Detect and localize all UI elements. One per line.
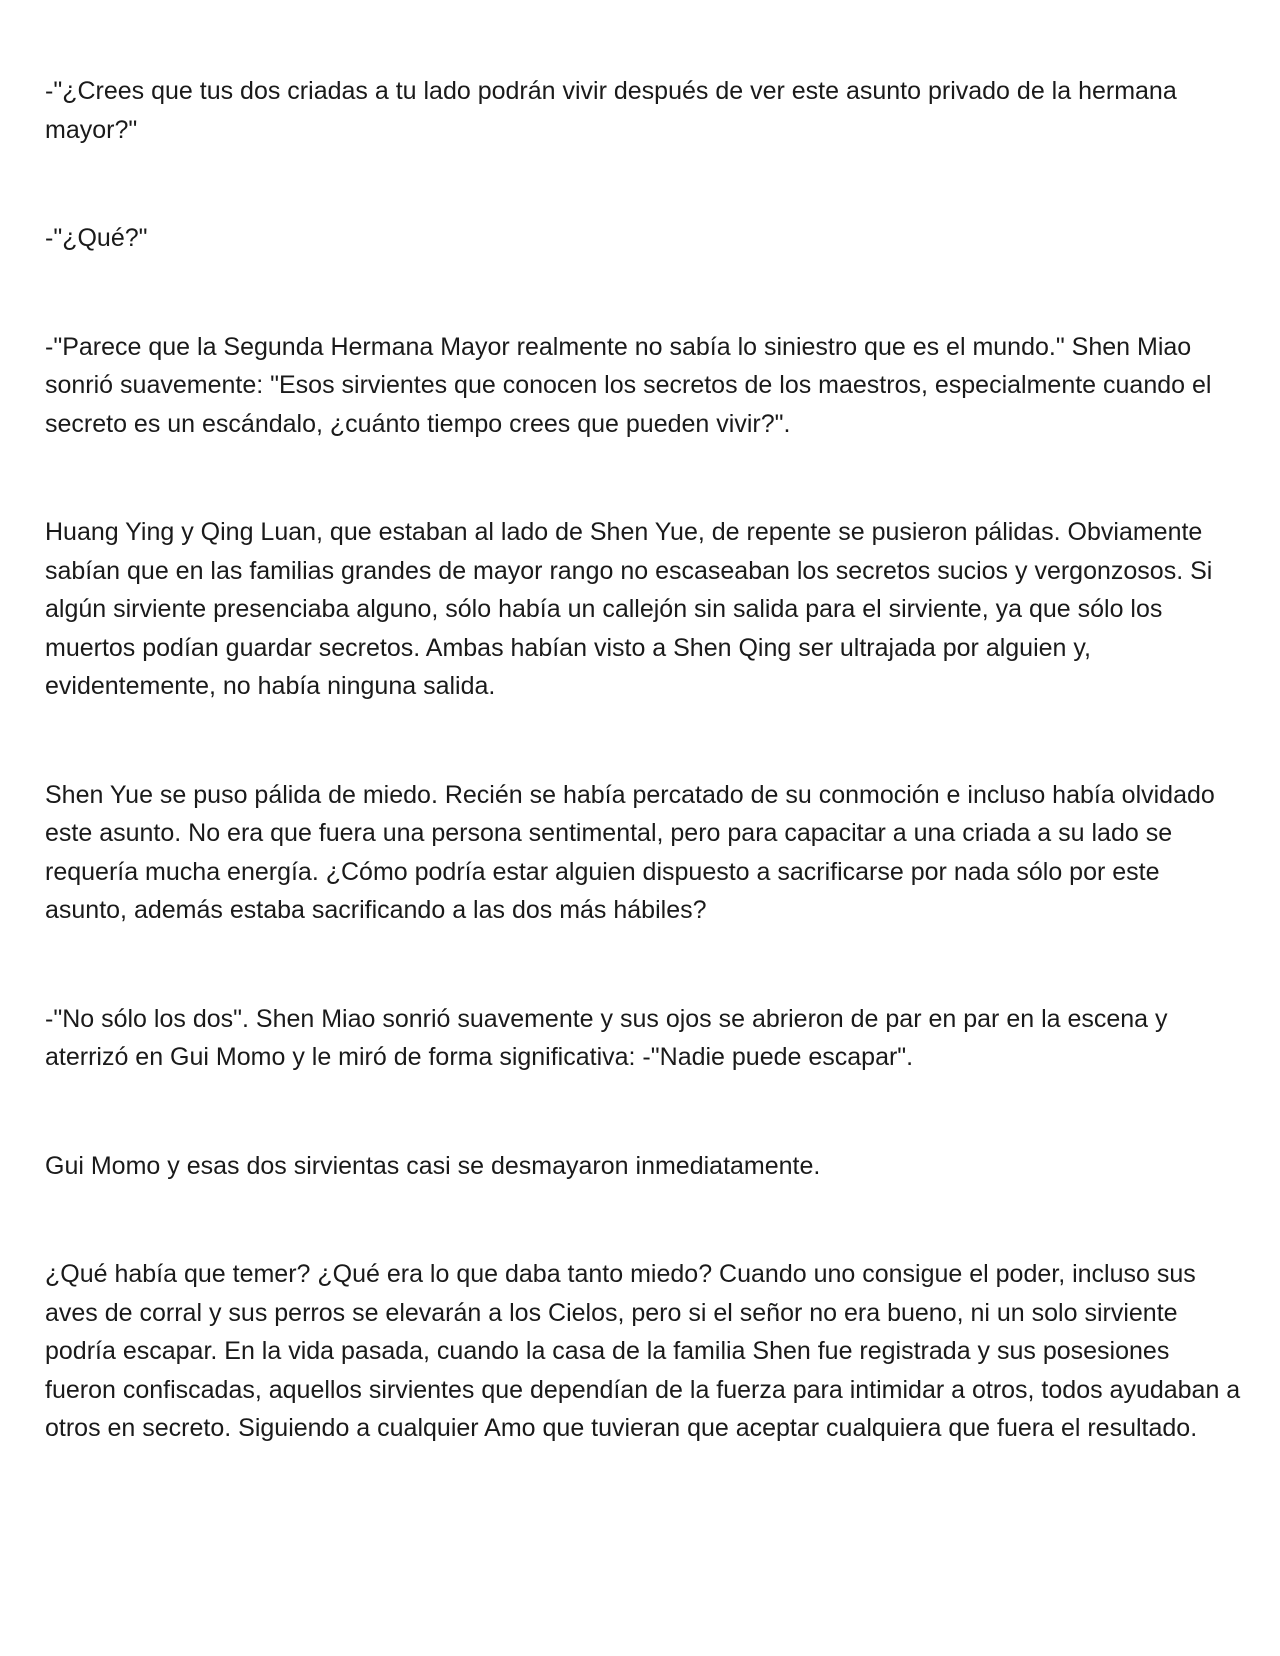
paragraph-3: -"Parece que la Segunda Hermana Mayor realmente no sabía lo siniestro que es el mundo." Shen Miao sonrió suavemente: "Esos sirvientes que conocen los secretos de los maestros, especialmente cuando el secreto es un escándalo, ¿cuánto tiempo crees que pueden vivir?".: [45, 332, 1212, 438]
paragraph-8: ¿Qué había que temer? ¿Qué era lo que daba tanto miedo? Cuando uno consigue el poder, incluso sus aves de corral y sus perros se elevarán a los Cielos, pero si el señor no era bueno, ni un solo sirviente podría escapar. En la vida pasada, cuando la casa de la familia Shen fue registrada y sus posesiones fueron confiscadas, aquellos sirvientes que dependían de la fuerza para intimidar a otros, todos ayudaban a otros en secreto. Siguiendo a cualquier Amo que tuvieran que aceptar cualquiera que fuera el resultado.: [45, 1260, 1241, 1442]
paragraph-4: Huang Ying y Qing Luan, que estaban al lado de Shen Yue, de repente se pusieron pálidas. Obviamente sabían que en las familias grandes de mayor rango no escaseaban los secretos sucios y vergonzosos. Si algún sirviente presenciaba alguno, sólo había un callejón sin salida para el sirviente, ya que sólo los muertos podían guardar secretos. Ambas habían visto a Shen Qing ser ultrajada por alguien y, evidentemente, no había ninguna salida.: [45, 518, 1213, 700]
paragraph-7: Gui Momo y esas dos sirvientas casi se desmayaron inmediatamente.: [45, 1151, 821, 1180]
paragraph-6: -"No sólo los dos". Shen Miao sonrió suavemente y sus ojos se abrieron de par en par en la escena y aterrizó en Gui Momo y le miró de forma significativa: -"Nadie puede escapar".: [45, 1004, 1168, 1071]
paragraph-2: -"¿Qué?": [45, 224, 148, 252]
paragraph-5: Shen Yue se puso pálida de miedo. Recién se había percatado de su conmoción e incluso había olvidado este asunto. No era que fuera una persona sentimental, pero para capacitar a una criada a su lado se requería mucha energía. ¿Cómo podría estar alguien dispuesto a sacrificarse por nada sólo por este asunto, además estaba sacrificando a las dos más hábiles?: [45, 780, 1215, 924]
paragraph-1: -"¿Crees que tus dos criadas a tu lado podrán vivir después de ver este asunto privado de la hermana mayor?": [45, 77, 1177, 144]
